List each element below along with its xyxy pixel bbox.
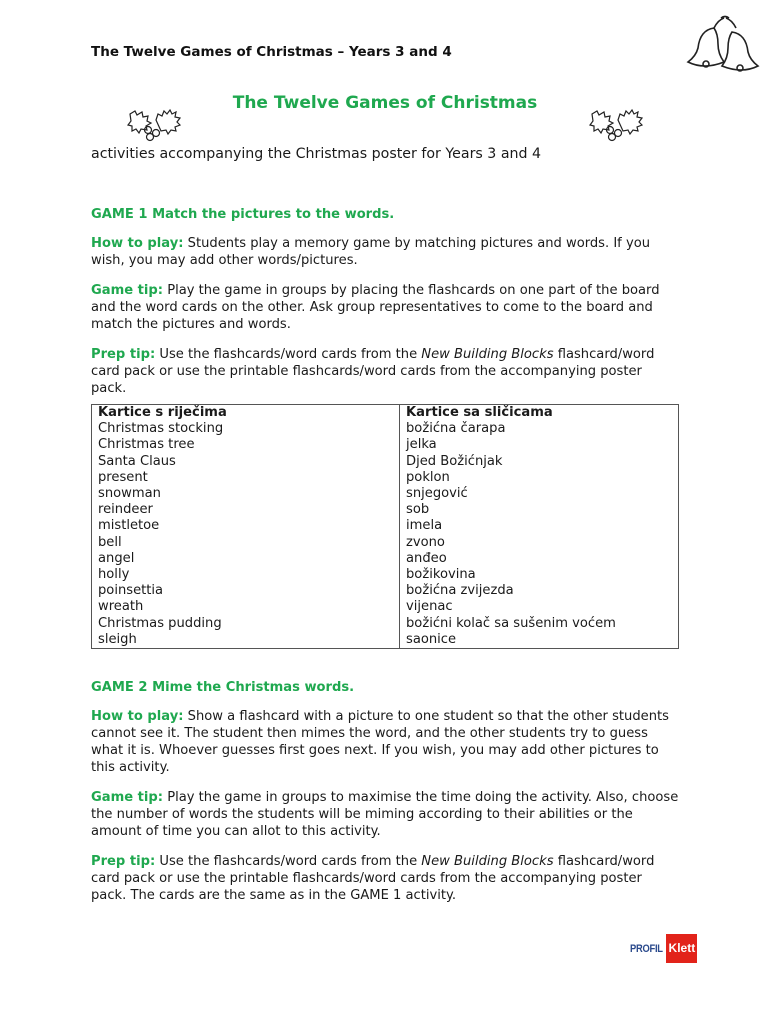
game2-tip-label: Game tip: bbox=[91, 790, 164, 806]
game1-tip-text: Play the game in groups by placing the flashcards on one part of the board and the word cards on the other. Ask group representatives to come to the board and match the pictures and words. bbox=[91, 283, 660, 332]
game2-game-tip bbox=[91, 789, 681, 840]
table-row bbox=[92, 470, 679, 486]
game1-prep-italic: New Building Blocks bbox=[421, 347, 554, 362]
table-row bbox=[92, 567, 679, 583]
table-row bbox=[92, 583, 679, 599]
document-title: The Twelve Games of Christmas bbox=[232, 93, 538, 113]
game1-prep-text-a: Use the flashcards/word cards from the bbox=[155, 347, 422, 362]
english-word-cell: holly bbox=[92, 567, 400, 583]
game2-how-text: Show a flashcard with a picture to one student so that the other students cannot see it. The student then mimes the word, and the other students try to guess what it is. Whoever guesses first goes next. If you wish, you may add other pictures to this activity. bbox=[91, 709, 669, 776]
content bbox=[91, 206, 681, 917]
croatian-word-cell: imela bbox=[400, 518, 679, 534]
table-row bbox=[92, 454, 679, 470]
croatian-word-cell: zvono bbox=[400, 535, 679, 551]
table-row bbox=[92, 599, 679, 615]
english-word-cell: Santa Claus bbox=[92, 454, 400, 470]
document-subtitle: activities accompanying the Christmas poster for Years 3 and 4 bbox=[91, 146, 542, 162]
table-header-row bbox=[92, 405, 679, 422]
croatian-word-cell: poklon bbox=[400, 470, 679, 486]
croatian-word-cell: božićna zvijezda bbox=[400, 583, 679, 599]
game2-how-to-play bbox=[91, 708, 681, 776]
english-word-cell: snowman bbox=[92, 486, 400, 502]
table-row bbox=[92, 437, 679, 453]
english-word-cell: angel bbox=[92, 551, 400, 567]
table-row bbox=[92, 518, 679, 534]
game1-how-to-play bbox=[91, 235, 681, 269]
logo-profil-text: PROFIL bbox=[630, 943, 663, 955]
english-word-cell: wreath bbox=[92, 599, 400, 615]
croatian-word-cell: božićna čarapa bbox=[400, 421, 679, 437]
word-table bbox=[91, 404, 679, 649]
table-row bbox=[92, 535, 679, 551]
profil-klett-logo bbox=[630, 934, 697, 963]
game1-prep-text-b: flashcard/word card pack or use the printable flashcards/word cards from the accompanying poster pack. bbox=[91, 347, 655, 396]
header-title: The Twelve Games of Christmas – Years 3 and 4 bbox=[91, 44, 452, 60]
game1-game-tip bbox=[91, 282, 681, 333]
table-header-cell: Kartice s riječima bbox=[92, 405, 400, 422]
game2-prep-label: Prep tip: bbox=[91, 854, 156, 870]
croatian-word-cell: božikovina bbox=[400, 567, 679, 583]
english-word-cell: bell bbox=[92, 535, 400, 551]
game1-tip-label: Game tip: bbox=[91, 283, 164, 298]
game1-how-text: Students play a memory game by matching pictures and words. If you wish, you may add other words/pictures. bbox=[91, 236, 651, 268]
game2-tip-text: Play the game in groups to maximise the time doing the activity. Also, choose the number of words the students will be miming according to their abilities or the amount of time you can allot to this activity. bbox=[91, 790, 679, 840]
english-word-cell: mistletoe bbox=[92, 518, 400, 534]
game1-prep-label: Prep tip: bbox=[91, 347, 156, 362]
game2-prep-tip bbox=[91, 853, 681, 904]
english-word-cell: reindeer bbox=[92, 502, 400, 518]
table-row bbox=[92, 551, 679, 567]
game2-how-label: How to play: bbox=[91, 709, 184, 725]
croatian-word-cell: jelka bbox=[400, 437, 679, 453]
english-word-cell: sleigh bbox=[92, 632, 400, 649]
game2-prep-italic: New Building Blocks bbox=[421, 854, 554, 870]
english-word-cell: present bbox=[92, 470, 400, 486]
table-header-cell: Kartice sa sličicama bbox=[400, 405, 679, 422]
table-row bbox=[92, 616, 679, 632]
table-row bbox=[92, 632, 679, 649]
bells-icon bbox=[684, 14, 764, 76]
croatian-word-cell: Djed Božićnjak bbox=[400, 454, 679, 470]
game1-how-label: How to play: bbox=[91, 236, 184, 251]
croatian-word-cell: anđeo bbox=[400, 551, 679, 567]
croatian-word-cell: božićni kolač sa sušenim voćem bbox=[400, 616, 679, 632]
game2-heading: GAME 2 Mime the Christmas words. bbox=[91, 680, 355, 696]
game2-prep-text-b: flashcard/word card pack or use the printable flashcards/word cards from the accompanying poster pack. The cards are the same as in the GAME 1 activity. bbox=[91, 854, 655, 904]
game1-heading: GAME 1 Match the pictures to the words. bbox=[91, 207, 395, 222]
game2-prep-text-a: Use the flashcards/word cards from the bbox=[155, 854, 422, 870]
english-word-cell: Christmas tree bbox=[92, 437, 400, 453]
table-row bbox=[92, 421, 679, 437]
game1-prep-tip bbox=[91, 346, 681, 397]
table-row bbox=[92, 502, 679, 518]
english-word-cell: Christmas pudding bbox=[92, 616, 400, 632]
english-word-cell: Christmas stocking bbox=[92, 421, 400, 437]
croatian-word-cell: snjegović bbox=[400, 486, 679, 502]
english-word-cell: poinsettia bbox=[92, 583, 400, 599]
croatian-word-cell: saonice bbox=[400, 632, 679, 649]
croatian-word-cell: sob bbox=[400, 502, 679, 518]
table-body bbox=[92, 421, 679, 648]
holly-right-icon bbox=[588, 100, 646, 142]
table-row bbox=[92, 486, 679, 502]
game2-section bbox=[91, 679, 681, 904]
croatian-word-cell: vijenac bbox=[400, 599, 679, 615]
logo-klett-text: Klett bbox=[666, 934, 698, 963]
